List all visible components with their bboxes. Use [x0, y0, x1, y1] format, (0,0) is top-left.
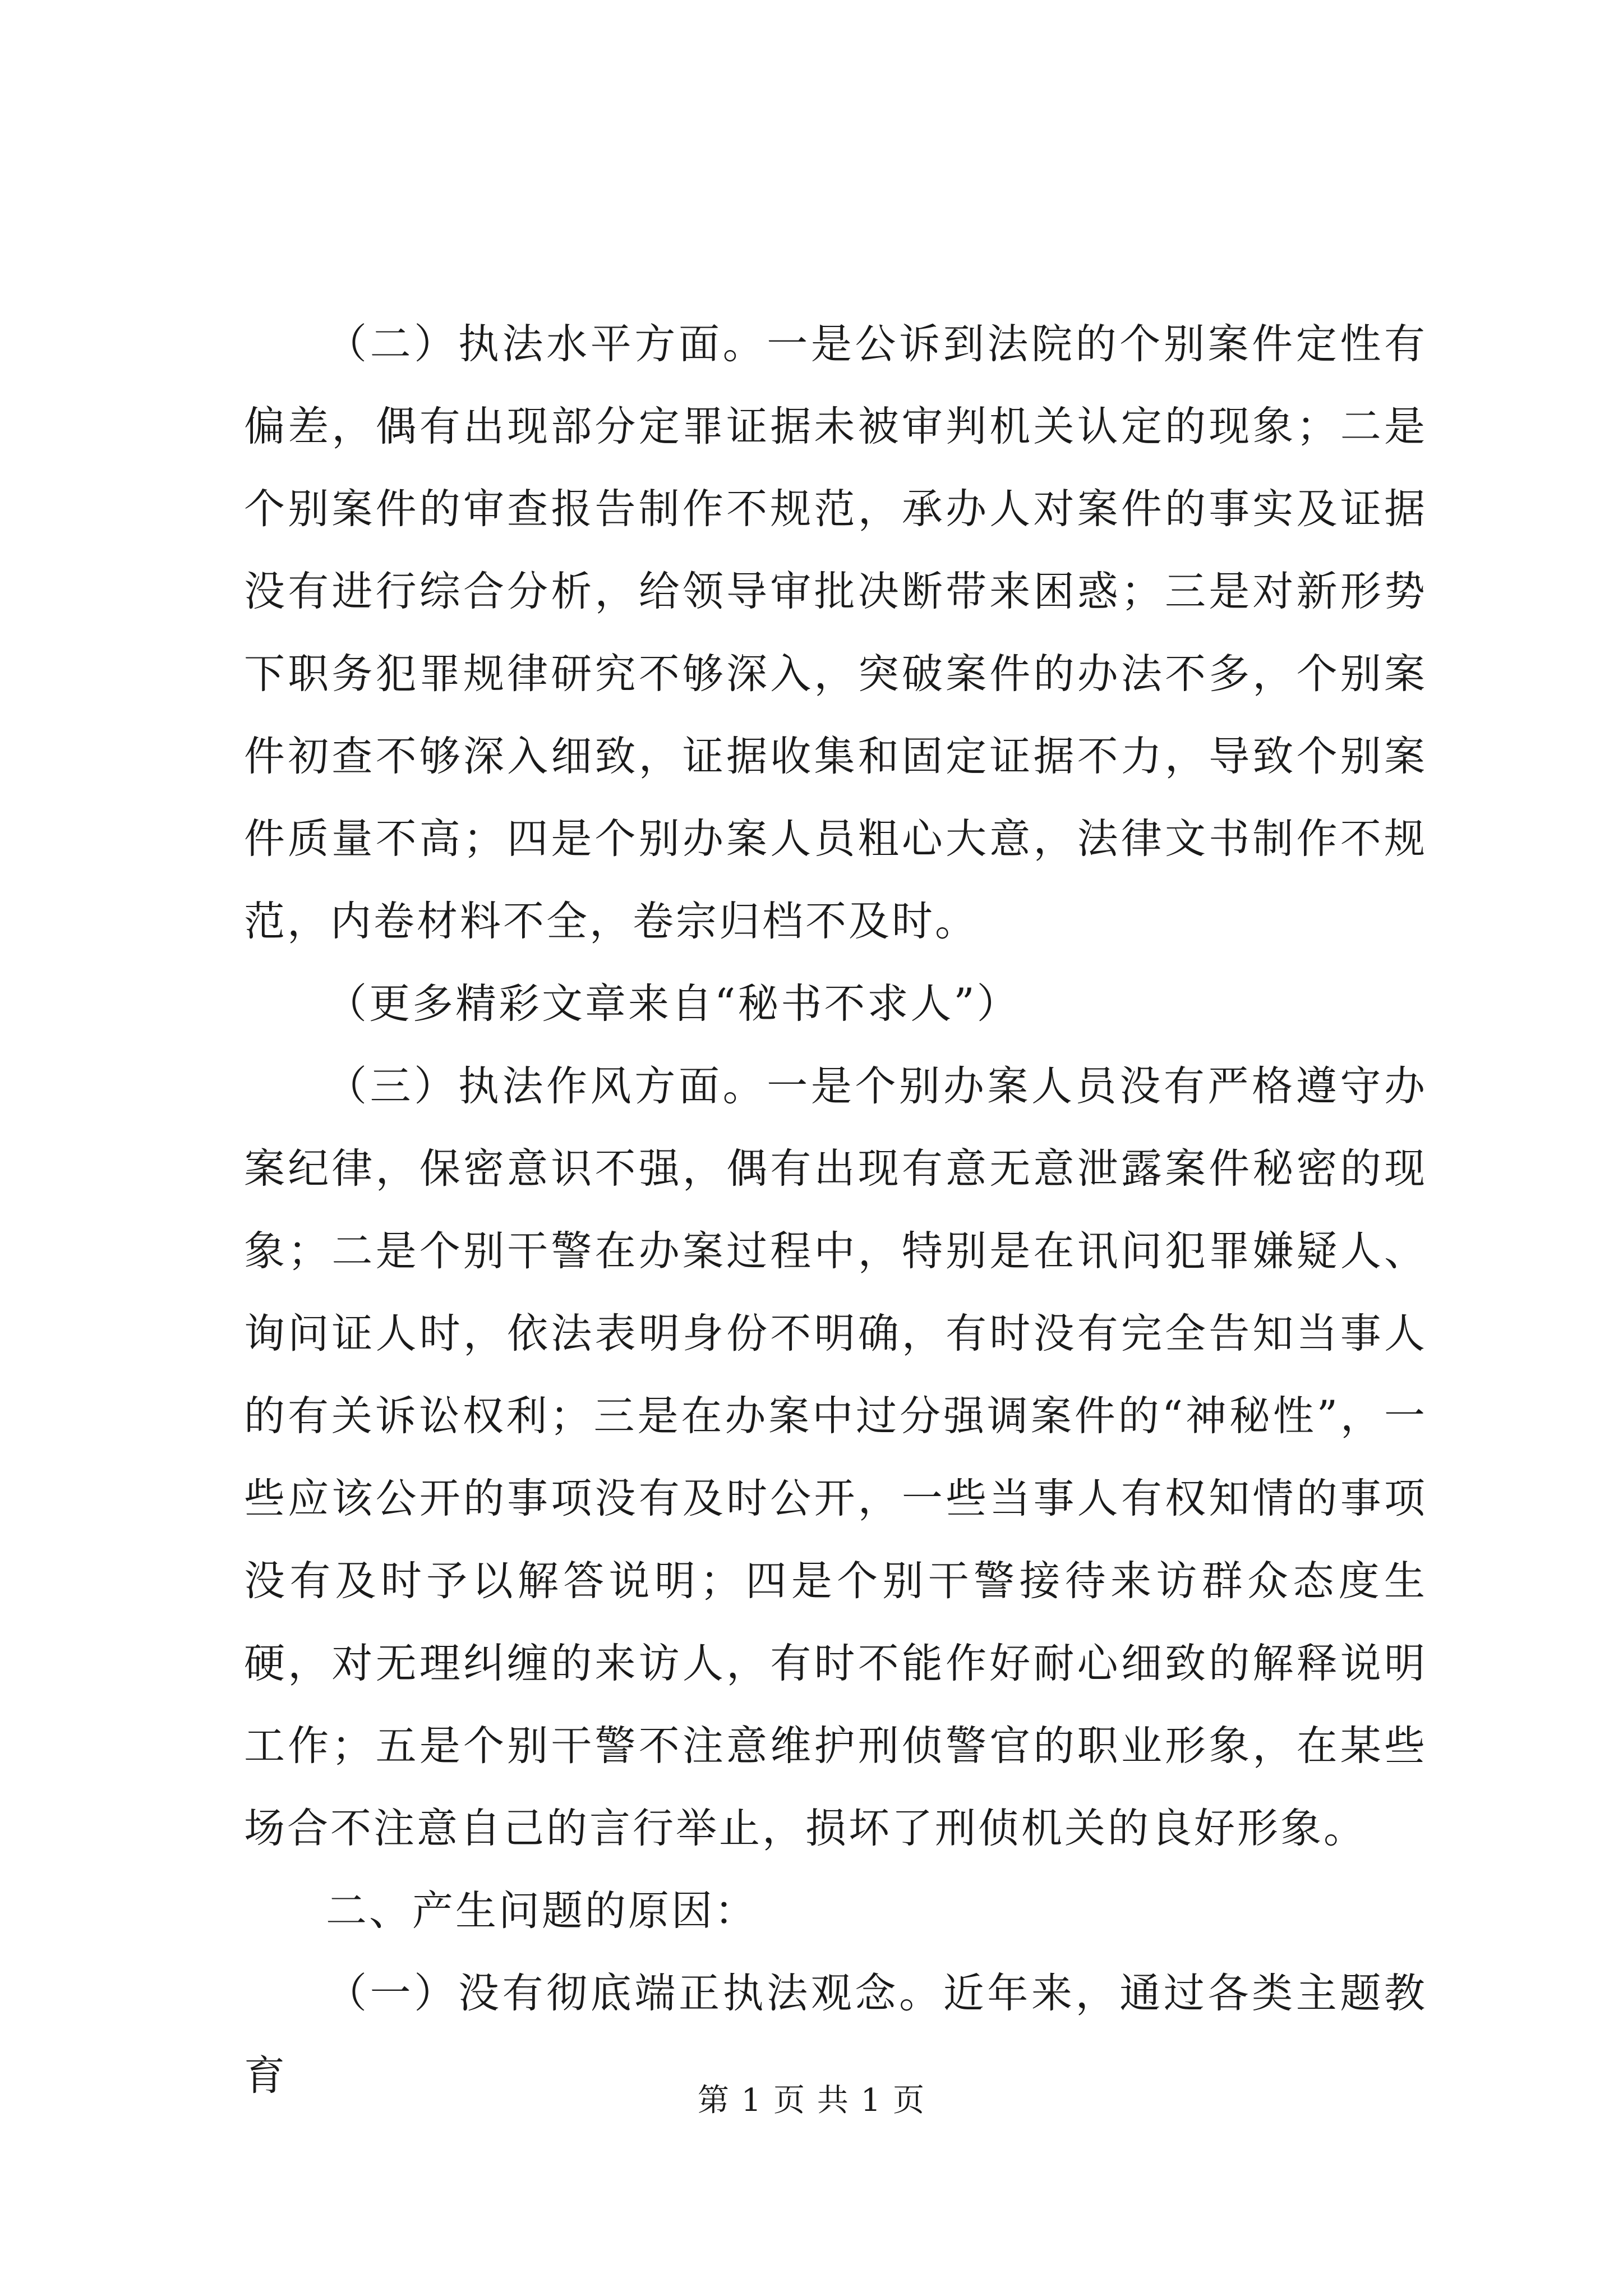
- page-number-footer: 第 1 页 共 1 页: [697, 2082, 926, 2119]
- paragraph-cause-one: （一）没有彻底端正执法观念。近年来，通过各类主题教育: [244, 1970, 1427, 2100]
- paragraph-law-enforcement-style: （三）执法作风方面。一是个别办案人员没有严格遵守办案纪律，保密意识不强，偶有出现有意无意泄露案件秘密的现象；二是个别干警在办案过程中，特别是在讯问犯罪嫌疑人、询问证人时，依法表明身份不明确，有时没有完全告知当事人的有关诉讼权利；三是在办案中过分强调案件的“神秘性”，一些应该公开的事项没有及时公开，一些当事人有权知情的事项没有及时予以解答说明；四是个别干警接待来访群众态度生硬，对无理纠缠的来访人，有时不能作好耐心细致的解释说明工作；五是个别干警不注意维护刑侦警官的职业形象，在某些场合不注意自己的言行举止，损坏了刑侦机关的良好形象。: [244, 1062, 1427, 1852]
- paragraph-law-enforcement-level: （二）执法水平方面。一是公诉到法院的个别案件定性有偏差，偶有出现部分定罪证据未被审判机关认定的现象；二是个别案件的审查报告制作不规范，承办人对案件的事实及证据没有进行综合分析，给领导审批决断带来困惑；三是对新形势下职务犯罪规律研究不够深入，突破案件的办法不多，个别案件初查不够深入细致，证据收集和固定证据不力，导致个别案件质量不高；四是个别办案人员粗心大意，法律文书制作不规范，内卷材料不全，卷宗归档不及时。: [244, 320, 1427, 945]
- section-heading-causes: 二、产生问题的原因：: [326, 1887, 758, 1935]
- document-body: [244, 303, 1427, 2117]
- paragraph-source-note: （更多精彩文章来自“秘书不求人”）: [326, 980, 1020, 1028]
